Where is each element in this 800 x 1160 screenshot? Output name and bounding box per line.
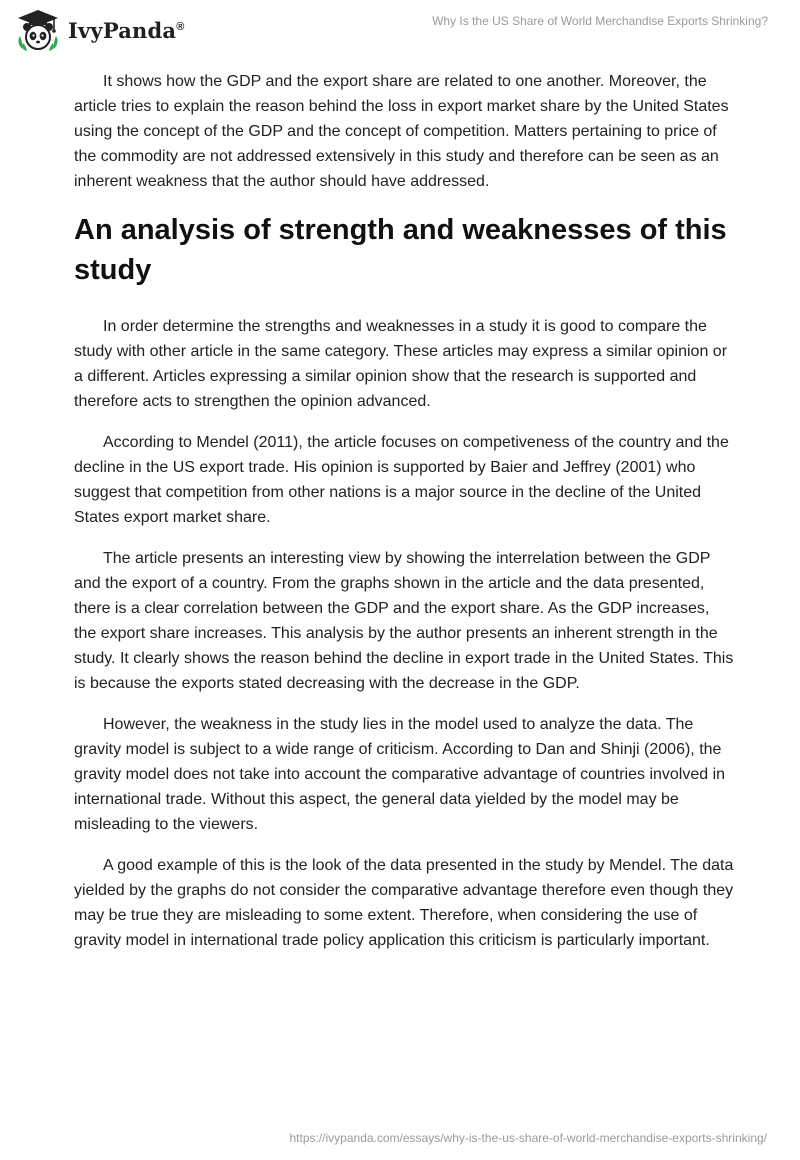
document-title: Why Is the US Share of World Merchandise Exports Shrinking? bbox=[432, 14, 768, 28]
paragraph-2: According to Mendel (2011), the article focuses on competiveness of the country and the decline in the US export trade. His opinion is supported by Baier and Jeffrey (2001) who suggest that competition from other nations is a major source in the decline of the United States export market share. bbox=[74, 434, 729, 526]
page-header bbox=[0, 0, 800, 60]
paragraph-3: The article presents an interesting view by showing the interrelation between the GDP and the export of a country. From the graphs shown in the article and the data presented, there is a clear correlation between the GDP and the export share. As the GDP increases, the export share increases. This analysis by the author presents an inherent strength in the study. It clearly shows the reason behind the decline in export trade in the United States. This is because the exports stated decreasing with the decrease in the GDP. bbox=[74, 550, 734, 692]
paragraph-1: In order determine the strengths and weaknesses in a study it is good to compare the study with other article in the same category. These articles may express a similar opinion or a different. Articles expressing a similar opinion show that the research is supported and therefore acts to strengthen the opinion advanced. bbox=[74, 318, 728, 410]
paragraph-4: However, the weakness in the study lies in the model used to analyze the data. The gravity model is subject to a wide range of criticism. According to Dan and Shinji (2006), the gravity model does not take into account the comparative advantage of countries involved in international trade. Without this aspect, the general data yielded by the model may be misleading to the viewers. bbox=[74, 716, 726, 833]
section-heading: An analysis of strength and weaknesses of this study bbox=[74, 214, 727, 286]
article-body bbox=[74, 69, 734, 969]
panda-graduate-icon bbox=[14, 8, 62, 52]
source-url-link[interactable]: https://ivypanda.com/essays/why-is-the-us-share-of-world-merchandise-exports-shrinking/ bbox=[289, 1131, 767, 1145]
paragraph-5: A good example of this is the look of the data presented in the study by Mendel. The data yielded by the graphs do not consider the comparative advantage therefore even though they may be true they are misleading to some extent. Therefore, when considering the use of gravity model in international trade policy application this criticism is particularly important. bbox=[74, 857, 734, 949]
registered-mark: ® bbox=[176, 20, 185, 33]
brand-name: IvyPanda® bbox=[68, 17, 185, 43]
brand-logo[interactable] bbox=[14, 8, 185, 52]
intro-paragraph: It shows how the GDP and the export share are related to one another. Moreover, the article tries to explain the reason behind the loss in export market share by the United States using the concept of the GDP and the concept of competition. Matters pertaining to price of the commodity are not addressed extensively in this study and therefore can be seen as an inherent weakness that the author should have addressed. bbox=[74, 73, 729, 190]
